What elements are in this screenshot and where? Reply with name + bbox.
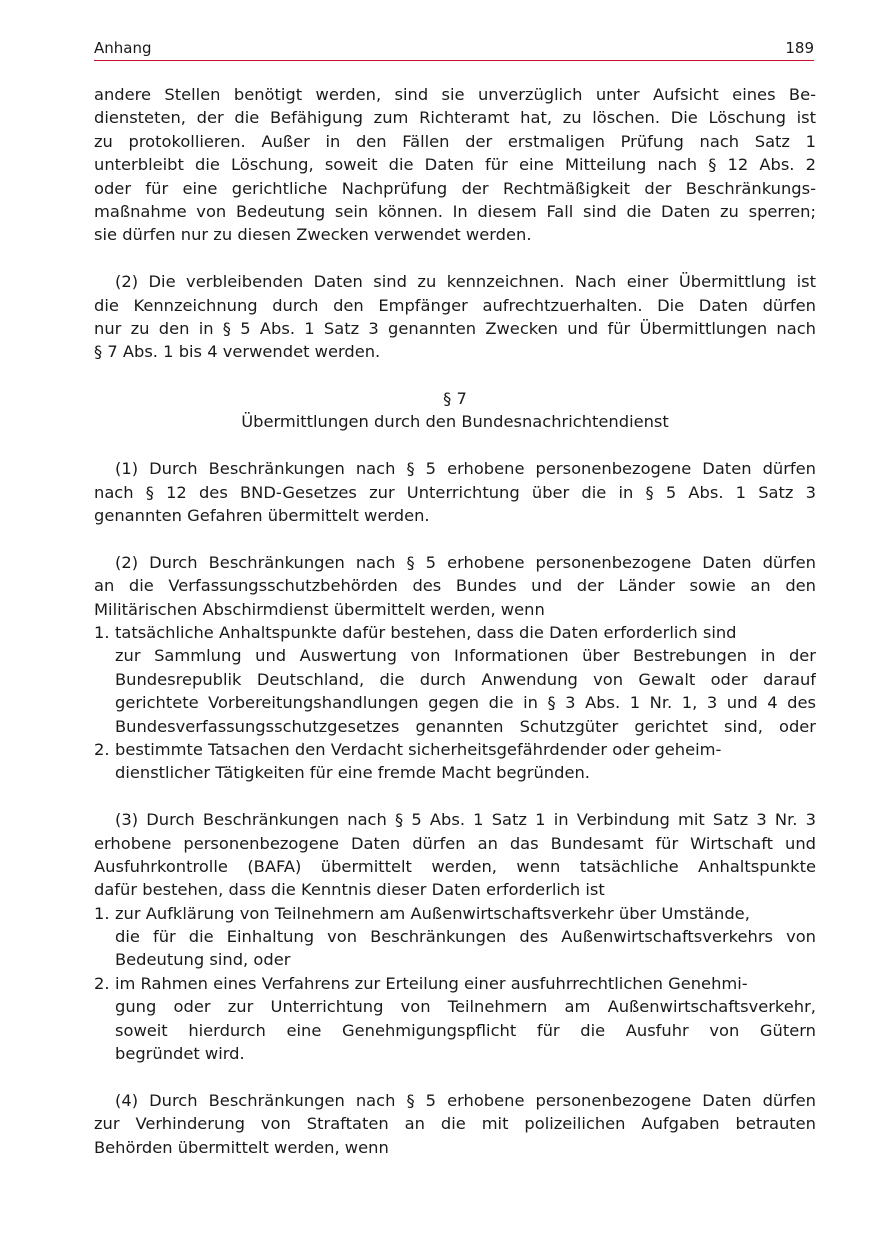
text-line: Militärischen Abschirmdienst übermittelt werden, wenn (94, 599, 545, 619)
text-line: diensteten, der die Befähigung zum Richteramt hat, zu löschen. Die Löschung ist (94, 108, 816, 128)
list-item (94, 902, 816, 972)
text-line: zur Verhinderung von Straftaten an die mit polizeilichen Aufgaben betrauten (94, 1114, 816, 1134)
text-line: gerichtete Vorbereitungshandlungen gegen die in § 3 Abs. 1 Nr. 1, 3 und 4 des (115, 693, 816, 713)
text-line: an die Verfassungsschutzbehörden des Bundes und der Länder sowie an den (94, 576, 816, 596)
text-line: Behörden übermittelt werden, wenn (94, 1137, 389, 1157)
text-line: erhobene personenbezogene Daten dürfen an das Bundesamt für Wirtschaft und (94, 833, 816, 853)
text-line: zur Aufklärung von Teilnehmern am Außenwirtschaftsverkehr über Umstände, (115, 903, 750, 923)
text-line: unterbleibt die Löschung, soweit die Daten für eine Mitteilung nach § 12 Abs. 2 (94, 155, 816, 175)
list-item (94, 972, 816, 1066)
text-line: bestimmte Tatsachen den Verdacht sicherheitsgefährdender oder geheim- (115, 739, 722, 759)
text-line: genannten Gefahren übermittelt werden. (94, 506, 430, 526)
section7-paragraph-2 (94, 551, 816, 785)
text-line: (2) Die verbleibenden Daten sind zu kennzeichnen. Nach einer Übermittlung ist (115, 272, 816, 292)
text-line: nach § 12 des BND-Gesetzes zur Unterrichtung über die in § 5 Abs. 1 Satz 3 (94, 482, 816, 502)
text-line: § 7 Abs. 1 bis 4 verwendet werden. (94, 342, 381, 362)
section-heading (94, 387, 816, 434)
list-item (94, 738, 816, 785)
text-line: tatsächliche Anhaltspunkte dafür bestehen, dass die Daten erforderlich sind (115, 622, 737, 642)
text-line: die für die Einhaltung von Beschränkungen des Außenwirtschaftsverkehrs von (115, 927, 816, 947)
text-line: maßnahme von Bedeutung sein können. In diesem Fall sind die Daten zu sperren; (94, 201, 816, 221)
text-line: oder für eine gerichtliche Nachprüfung der Rechtmäßigkeit der Beschränkungs- (94, 178, 816, 198)
text-line: im Rahmen eines Verfahrens zur Erteilung einer ausfuhrrechtlichen Genehmi- (115, 973, 748, 993)
text-line: Bundesverfassungsschutzgesetzes genannten Schutzgüter gerichtet sind, oder (115, 716, 816, 736)
page-number: 189 (785, 39, 814, 57)
page-body (94, 83, 816, 1159)
running-header (94, 38, 814, 61)
paragraph-2 (94, 270, 816, 364)
section7-paragraph-4 (94, 1089, 816, 1159)
text-line: Ausfuhrkontrolle (BAFA) übermittelt werden, wenn tatsächliche Anhaltspunkte (94, 856, 816, 876)
list-number: 2. (94, 973, 110, 993)
text-line: nur zu den in § 5 Abs. 1 Satz 3 genannten Zwecken und für Übermittlungen nach (94, 318, 816, 338)
text-line: die Kennzeichnung durch den Empfänger aufrechtzuerhalten. Die Daten dürfen (94, 295, 816, 315)
section7-paragraph-3 (94, 808, 816, 1065)
text-line: soweit hierdurch eine Genehmigungspflicht für die Ausfuhr von Gütern (115, 1020, 816, 1040)
text-line: zur Sammlung und Auswertung von Informationen über Bestrebungen in der (115, 646, 816, 666)
text-line: dienstlicher Tätigkeiten für eine fremde Macht begründen. (115, 763, 590, 783)
list-item (94, 621, 816, 738)
text-line: begründet wird. (115, 1044, 245, 1064)
text-line: sie dürfen nur zu diesen Zwecken verwendet werden. (94, 225, 532, 245)
text-line: (3) Durch Beschränkungen nach § 5 Abs. 1 Satz 1 in Verbindung mit Satz 3 Nr. 3 (115, 810, 816, 830)
text-line: zu protokollieren. Außer in den Fällen der erstmaligen Prüfung nach Satz 1 (94, 131, 816, 151)
text-line: dafür bestehen, dass die Kenntnis dieser Daten erforderlich ist (94, 880, 605, 900)
text-line: (1) Durch Beschränkungen nach § 5 erhobene personenbezogene Daten dürfen (115, 459, 816, 479)
paragraph-continuation (94, 83, 816, 247)
list-number: 1. (94, 622, 110, 642)
text-line: (2) Durch Beschränkungen nach § 5 erhobene personenbezogene Daten dürfen (115, 552, 816, 572)
section-number: § 7 (443, 389, 467, 409)
text-line: gung oder zur Unterrichtung von Teilnehmern am Außenwirtschaftsverkehr, (115, 997, 816, 1017)
list-number: 1. (94, 903, 110, 923)
section-title: Übermittlungen durch den Bundesnachrichtendienst (241, 412, 669, 432)
section7-paragraph-1 (94, 457, 816, 527)
header-section-title: Anhang (94, 39, 152, 57)
text-line: (4) Durch Beschränkungen nach § 5 erhobene personenbezogene Daten dürfen (115, 1090, 816, 1110)
text-line: andere Stellen benötigt werden, sind sie unverzüglich unter Aufsicht eines Be- (94, 85, 816, 104)
text-line: Bundesrepublik Deutschland, die durch Anwendung von Gewalt oder darauf (115, 669, 816, 689)
text-line: Bedeutung sind, oder (115, 950, 291, 970)
list-number: 2. (94, 739, 110, 759)
